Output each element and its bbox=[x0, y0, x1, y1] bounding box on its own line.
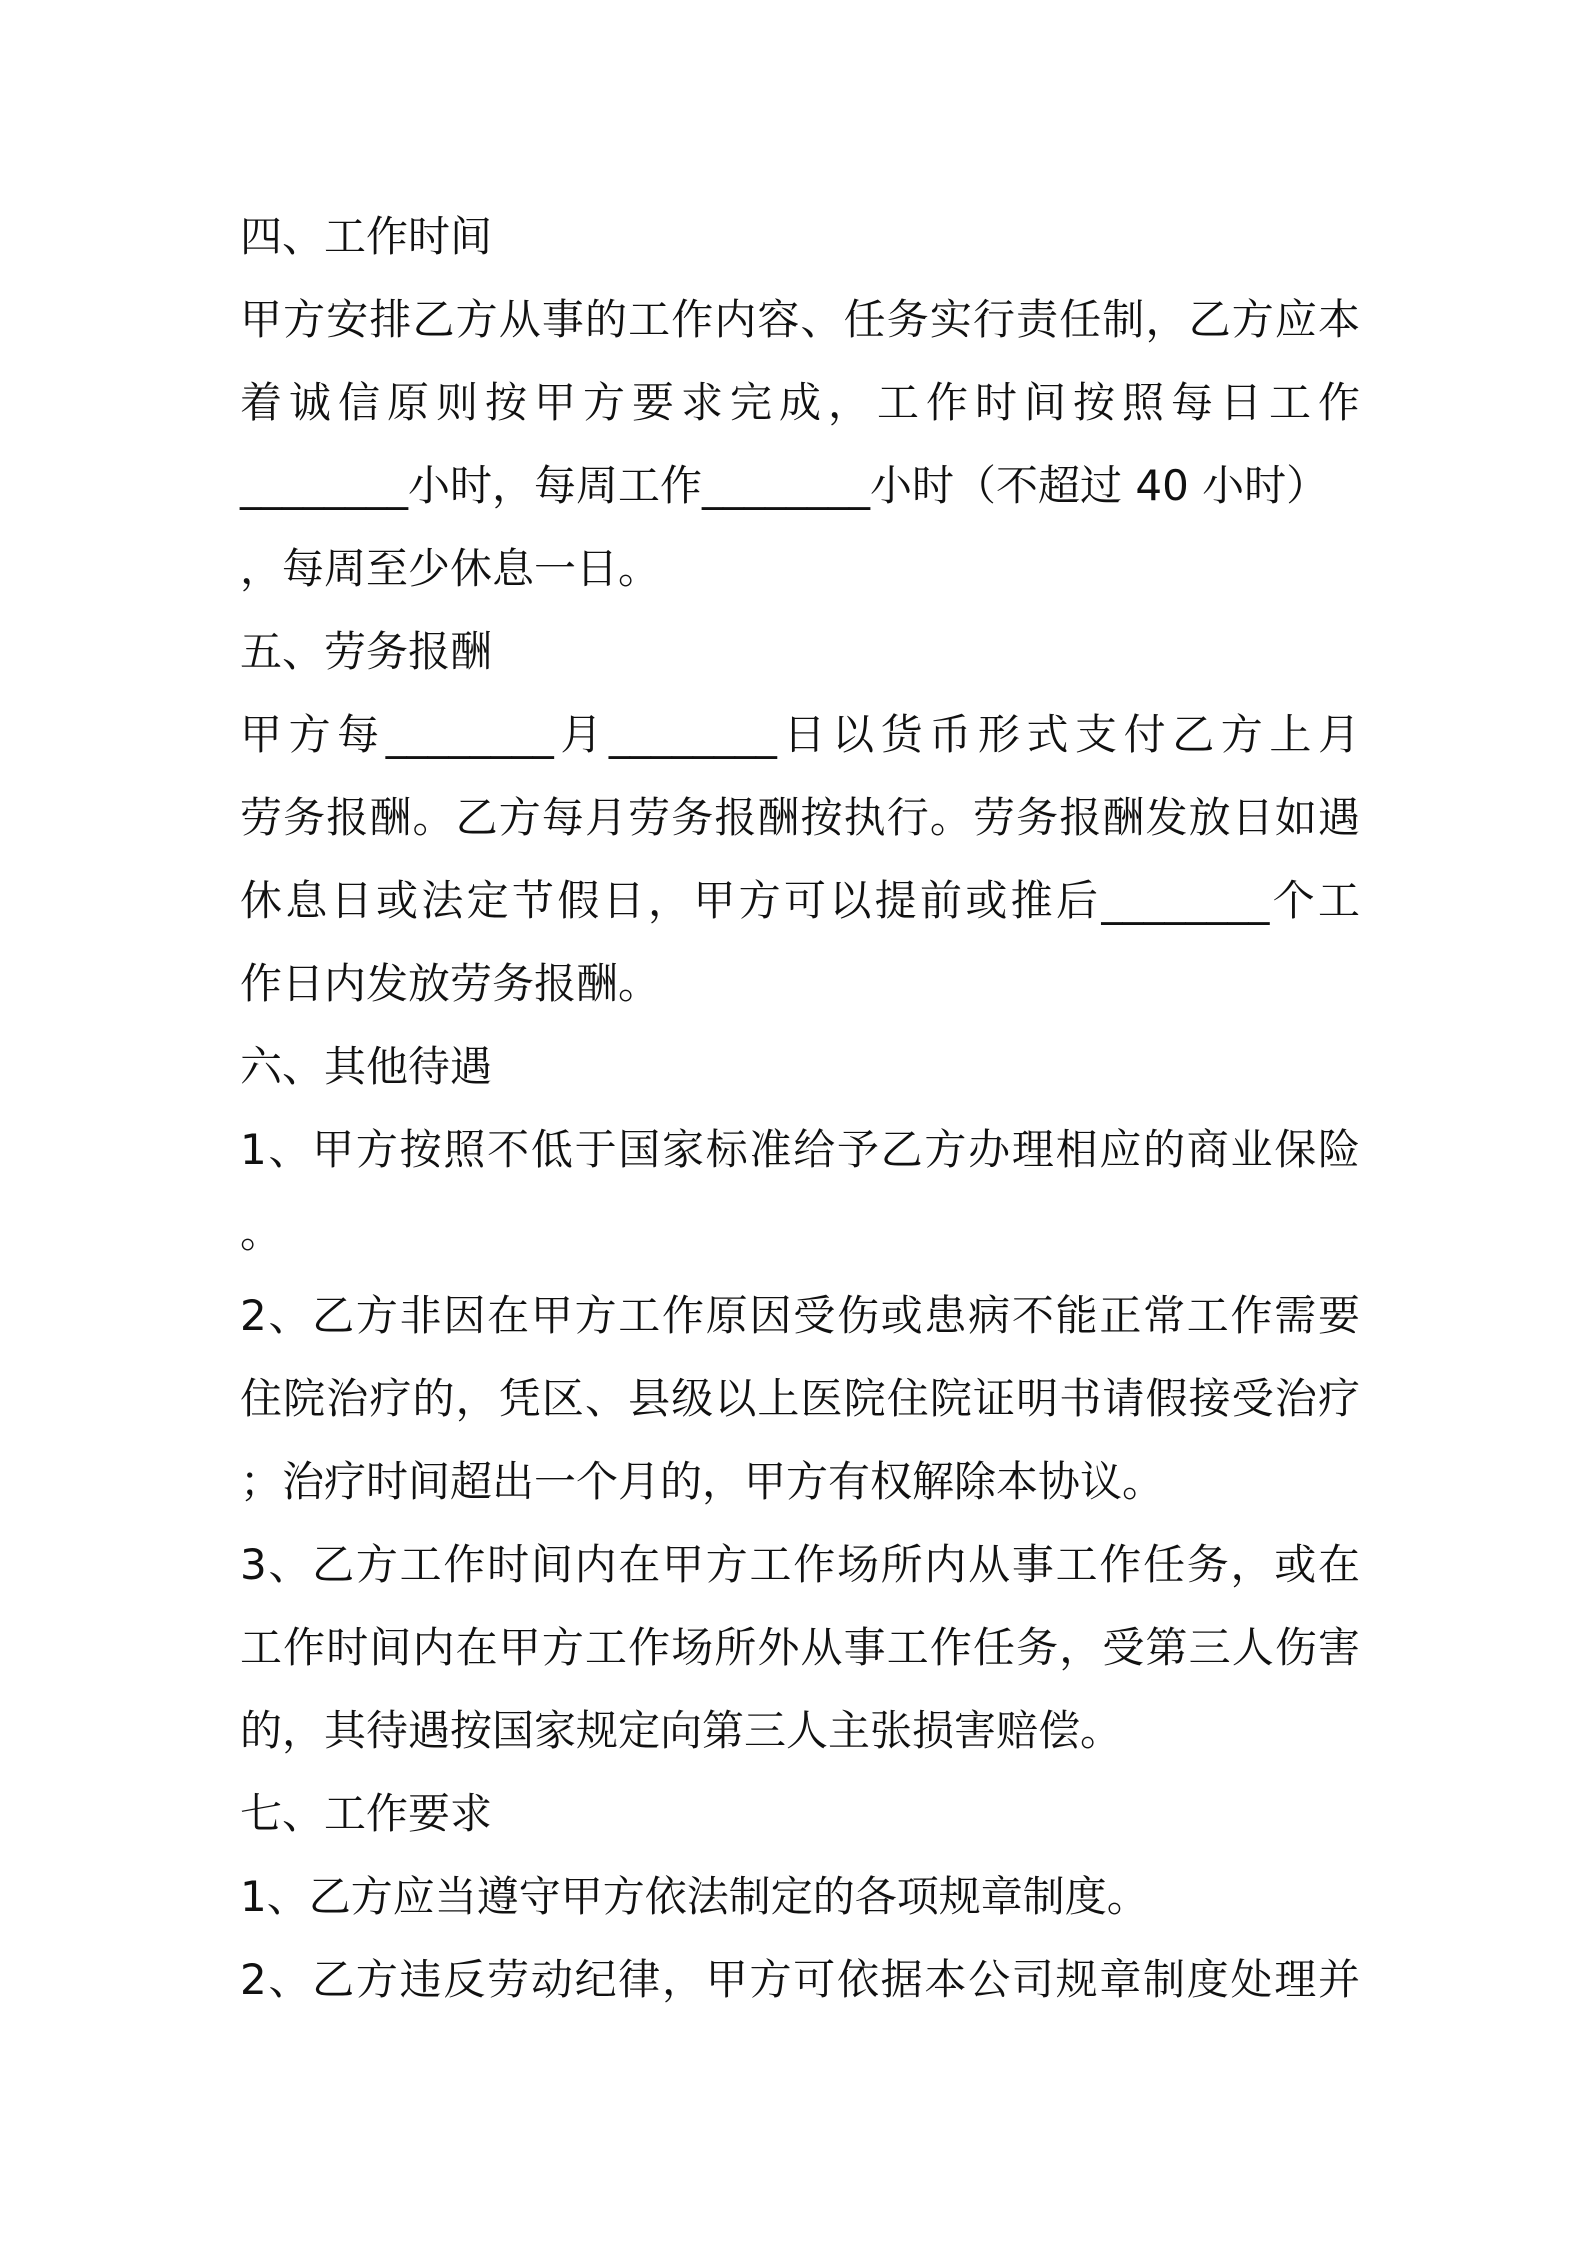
paragraph-line: 1、甲方按照不低于国家标准给予乙方办理相应的商业保险 bbox=[240, 1125, 1360, 1174]
paragraph-line: 劳务报酬。乙方每月劳务报酬按执行。劳务报酬发放日如遇 bbox=[240, 793, 1360, 842]
paragraph-line: 作日内发放劳务报酬。 bbox=[240, 959, 661, 1008]
paragraph-line: 工作时间内在甲方工作场所外从事工作任务，受第三人伤害 bbox=[240, 1623, 1360, 1672]
paragraph-line: 。 bbox=[240, 1208, 283, 1257]
paragraph-line: ，每周至少休息一日。 bbox=[240, 544, 661, 593]
paragraph-line: 2、乙方违反劳动纪律，甲方可依据本公司规章制度处理并 bbox=[240, 1955, 1360, 2004]
paragraph-line: 甲方每________月________日以货币形式支付乙方上月 bbox=[240, 710, 1360, 759]
section-heading-work-requirements: 七、工作要求 bbox=[240, 1789, 493, 1838]
section-heading-work-time: 四、工作时间 bbox=[240, 212, 493, 261]
document-body bbox=[240, 195, 1360, 2021]
paragraph-line: 1、乙方应当遵守甲方依法制定的各项规章制度。 bbox=[240, 1872, 1149, 1921]
section-heading-other-benefits: 六、其他待遇 bbox=[240, 1042, 493, 1091]
paragraph-line: 的，其待遇按国家规定向第三人主张损害赔偿。 bbox=[240, 1706, 1123, 1755]
paragraph-line: 着诚信原则按甲方要求完成，工作时间按照每日工作 bbox=[240, 378, 1360, 427]
paragraph-line: ；治疗时间超出一个月的，甲方有权解除本协议。 bbox=[240, 1457, 1165, 1506]
paragraph-line: 2、乙方非因在甲方工作原因受伤或患病不能正常工作需要 bbox=[240, 1291, 1360, 1340]
section-heading-compensation: 五、劳务报酬 bbox=[240, 627, 493, 676]
paragraph-line: 3、乙方工作时间内在甲方工作场所内从事工作任务，或在 bbox=[240, 1540, 1360, 1589]
paragraph-line: 甲方安排乙方从事的工作内容、任务实行责任制，乙方应本 bbox=[240, 295, 1360, 344]
paragraph-line: 住院治疗的，凭区、县级以上医院住院证明书请假接受治疗 bbox=[240, 1374, 1360, 1423]
paragraph-line: ________小时，每周工作________小时（不超过 40 小时） bbox=[240, 461, 1329, 510]
paragraph-line: 休息日或法定节假日，甲方可以提前或推后________个工 bbox=[240, 876, 1360, 925]
